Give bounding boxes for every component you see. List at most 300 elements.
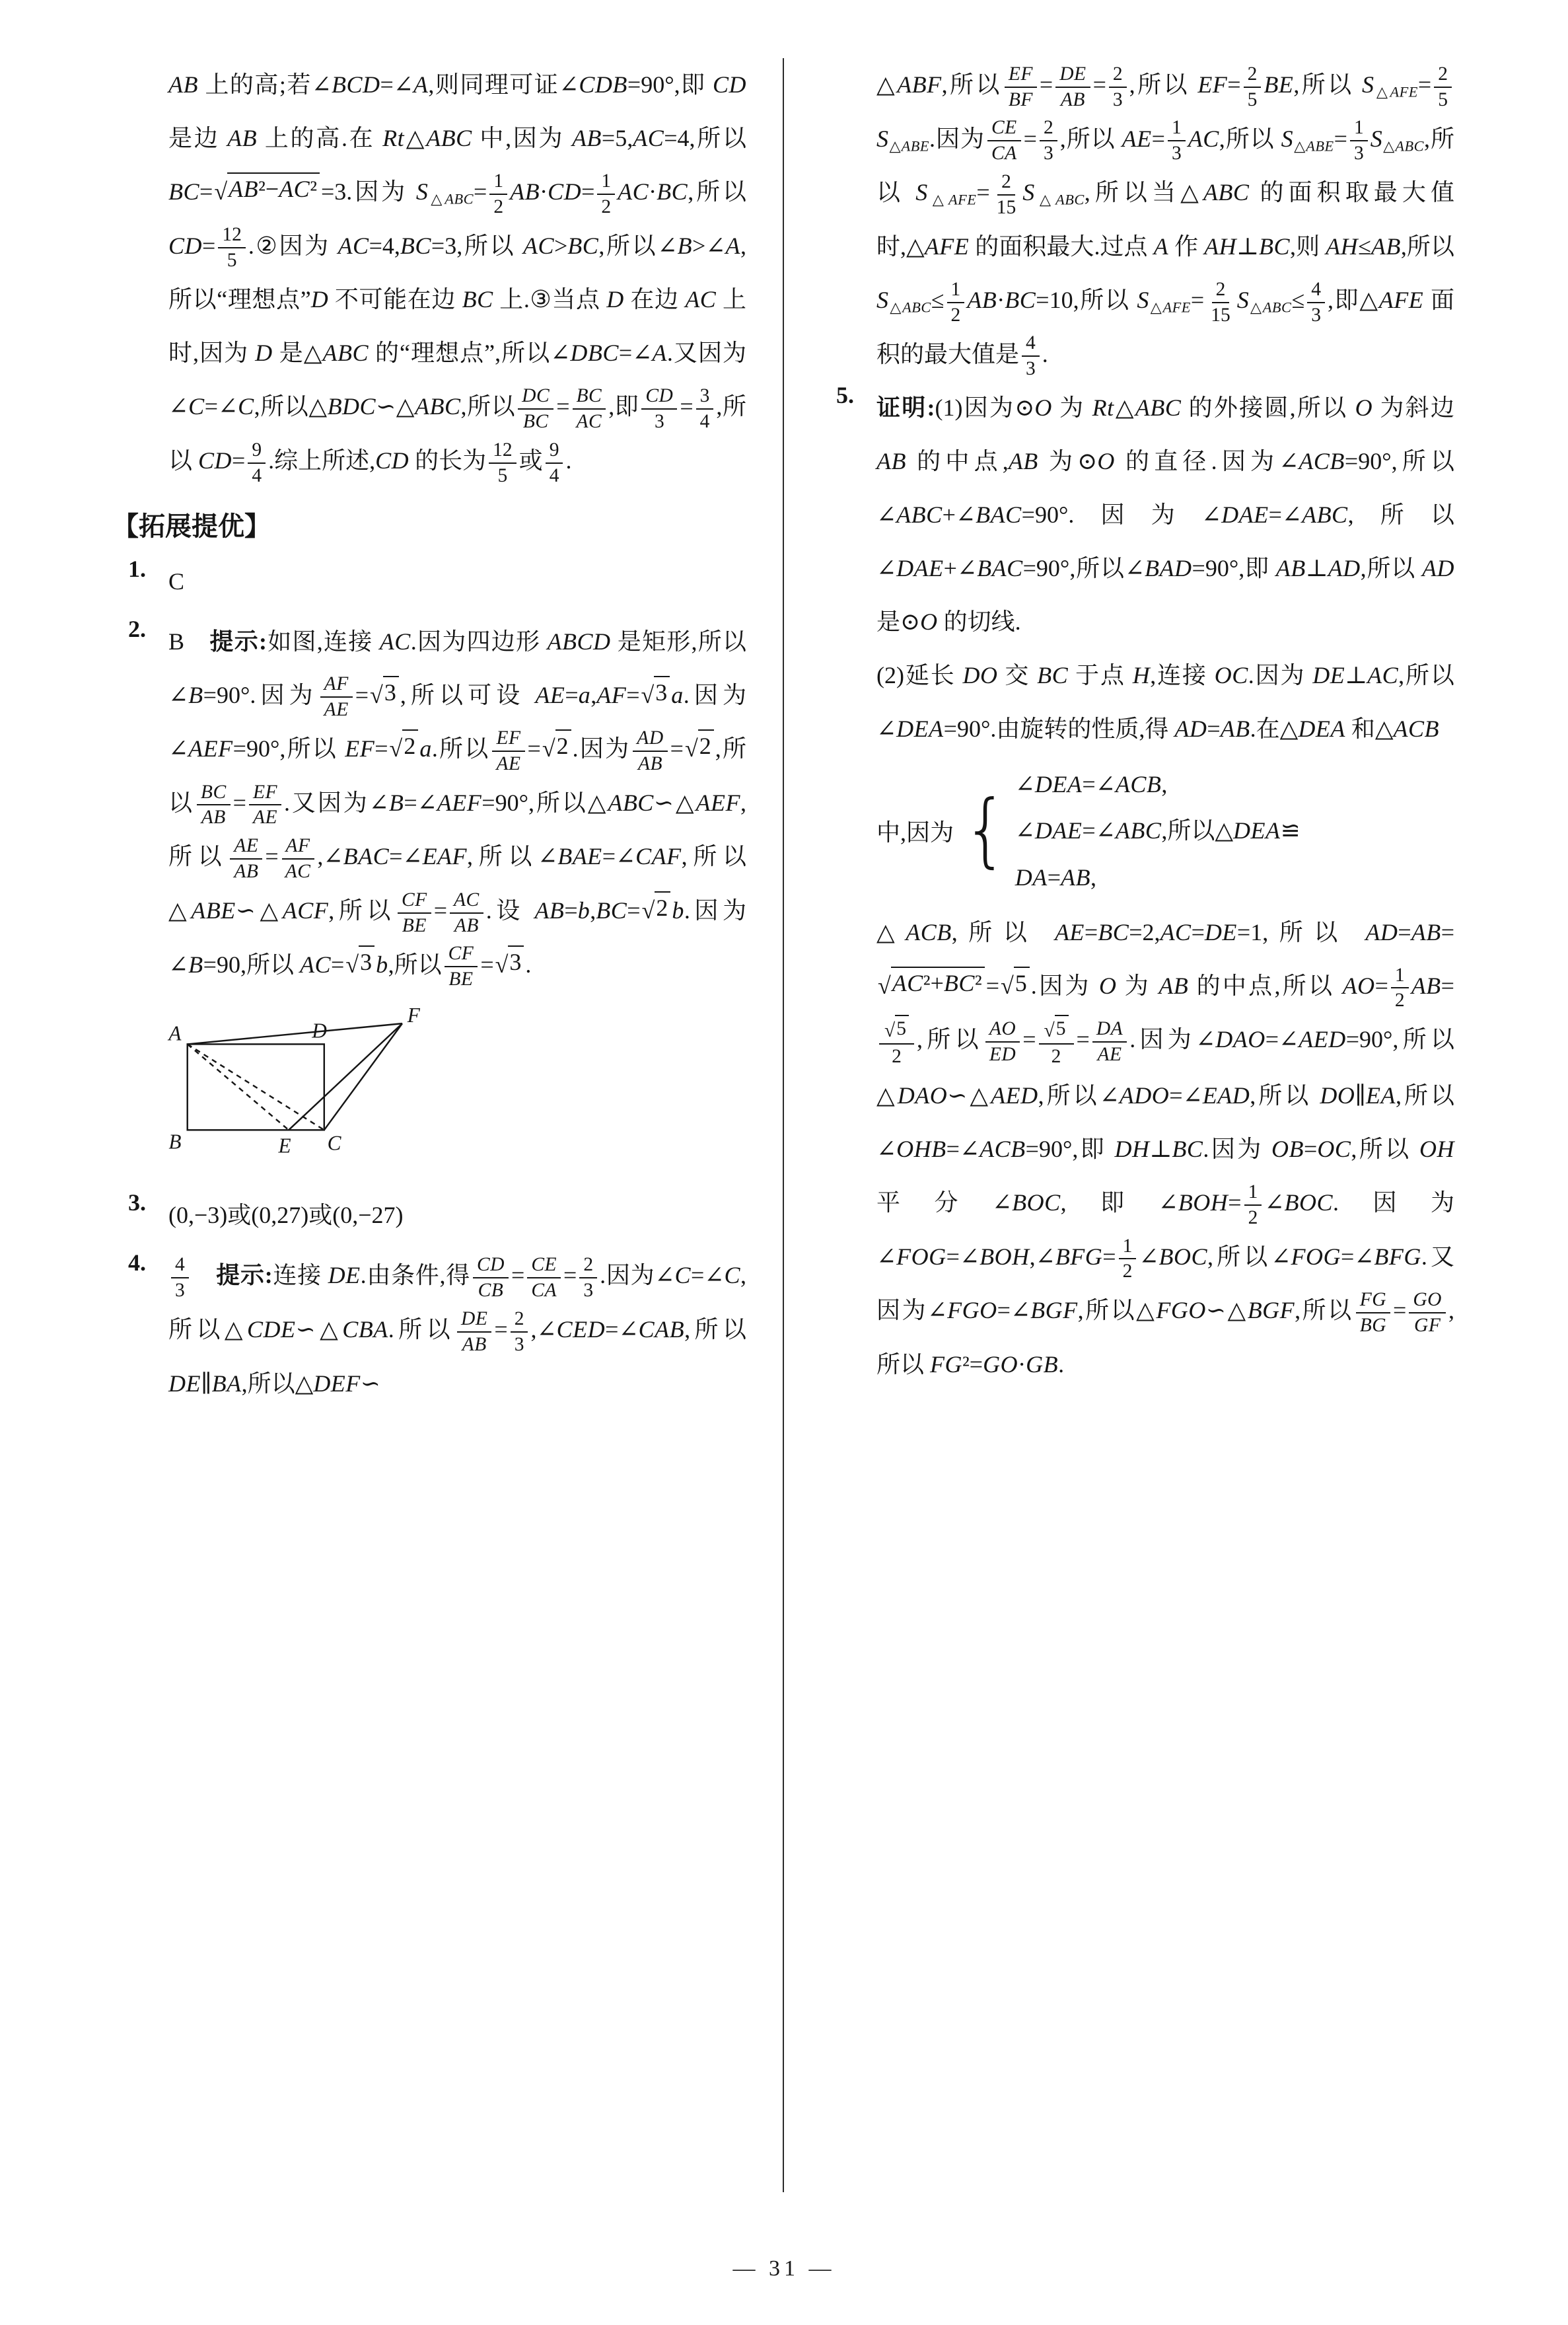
math-variable: BC <box>1037 662 1069 689</box>
math-variable: B <box>188 681 203 708</box>
math-variable: BOC <box>1012 1189 1061 1216</box>
math-variable: BC <box>168 178 200 205</box>
math-variable: S <box>876 286 889 313</box>
math-variable: FOG <box>896 1243 946 1270</box>
fraction: $\frac{2}{15}$ <box>1211 278 1230 326</box>
math-variable: GB <box>1026 1351 1059 1378</box>
math-variable: C <box>238 393 254 420</box>
math-variable: DEA <box>896 716 944 743</box>
math-variable: BC <box>400 232 431 259</box>
math-variable: GO <box>1413 1289 1442 1311</box>
fraction: $\frac{2}{3}$ <box>511 1307 528 1357</box>
math-variable: CDE <box>247 1315 296 1343</box>
math-variable: EF <box>345 735 375 762</box>
math-variable: BC <box>596 897 627 924</box>
fraction: $\frac{4}{3}$ <box>1307 277 1325 328</box>
math-variable: S <box>915 179 928 206</box>
math-variable: AF <box>285 835 310 857</box>
square-root: √ 2 <box>390 729 419 762</box>
math-variable: D <box>255 340 273 367</box>
fraction <box>473 1253 509 1303</box>
square-root: √ 2 <box>542 729 571 762</box>
math-variable: AE <box>1097 1044 1122 1066</box>
item-body <box>168 555 746 609</box>
math-variable: ABC <box>415 393 461 420</box>
math-variable: EF <box>1197 71 1228 98</box>
math-variable: DO <box>962 662 998 689</box>
math-variable: AB <box>967 286 997 313</box>
math-variable: AC <box>892 969 923 996</box>
math-variable: ACB <box>1299 448 1345 475</box>
math-variable: H <box>1132 662 1151 689</box>
math-variable: ABE <box>1306 137 1334 155</box>
math-variable: DAE <box>896 555 944 582</box>
math-variable: AD <box>1422 555 1454 582</box>
math-variable: AFE <box>1162 299 1191 316</box>
text-run: C <box>168 568 185 595</box>
fraction: $\frac{2}{3}$ <box>1040 116 1057 166</box>
math-variable: BOC <box>1284 1189 1334 1216</box>
square-root: √ 5 <box>1001 967 1030 999</box>
bold-label: 提示: <box>216 1262 273 1289</box>
math-variable: a <box>671 681 684 708</box>
math-variable: b <box>577 897 590 924</box>
fraction <box>1409 1288 1446 1338</box>
solution-paragraph <box>168 615 746 992</box>
left-brace: { <box>963 784 1009 877</box>
math-variable: O <box>1355 394 1373 422</box>
math-variable: AC <box>685 286 717 313</box>
math-variable: S <box>1137 286 1149 313</box>
math-variable: AC <box>633 125 664 151</box>
math-variable: ABC <box>1262 299 1292 316</box>
math-variable: S <box>1236 286 1250 313</box>
answer-item-5 <box>820 381 1454 1391</box>
fraction <box>197 780 231 830</box>
math-variable: A <box>725 232 741 259</box>
math-variable: A <box>1153 233 1169 260</box>
math-variable: AB <box>1060 89 1085 110</box>
fraction <box>518 384 553 434</box>
math-variable: AB <box>1411 918 1441 945</box>
figure-label-b: B <box>168 1130 182 1154</box>
math-variable: DA <box>1096 1018 1123 1040</box>
subscript: △ABC <box>1034 191 1085 208</box>
math-variable: AC <box>618 178 649 205</box>
math-variable: C <box>674 1262 691 1289</box>
math-variable: BE <box>448 969 474 990</box>
fraction: $\frac{1}{2}$ <box>489 169 507 219</box>
subscript: △ABC <box>1249 299 1292 316</box>
square-root: √ 2 <box>642 891 671 924</box>
math-variable: AB <box>1275 555 1306 582</box>
math-variable: CF <box>401 889 427 910</box>
math-variable: ABC <box>1135 394 1182 422</box>
column-right <box>820 58 1454 2192</box>
math-variable: ABCD <box>547 628 611 655</box>
equation-lines <box>1015 761 1301 901</box>
math-variable: CAF <box>635 843 682 870</box>
fraction: $\frac{2}{3}$ <box>579 1253 597 1303</box>
math-variable: DAO <box>1215 1026 1265 1053</box>
math-variable: AFE <box>948 191 977 208</box>
math-variable: AE <box>252 807 278 829</box>
math-variable: AB <box>637 753 662 774</box>
math-variable: CE <box>991 117 1017 139</box>
math-variable: EA <box>1365 1082 1396 1109</box>
item-number: 3. <box>128 1189 146 1216</box>
fraction <box>985 1017 1020 1067</box>
math-variable: CBA <box>342 1315 388 1343</box>
math-variable: AF <box>596 681 627 708</box>
fraction <box>1092 1017 1127 1067</box>
subscript: △ABE <box>1293 137 1334 155</box>
math-variable: BC <box>567 232 599 259</box>
fraction: $\frac{1}{2}$ <box>1244 1180 1262 1230</box>
math-variable: AH <box>1204 233 1237 260</box>
math-variable: AFE <box>1378 286 1424 313</box>
math-variable: AB <box>201 807 226 829</box>
square-root: √ 3 <box>370 676 399 708</box>
math-variable: AB <box>227 125 258 151</box>
math-variable: EAF <box>422 843 468 870</box>
math-variable: BOC <box>1158 1243 1208 1270</box>
math-variable: BF <box>1008 89 1033 110</box>
math-variable: CAB <box>638 1315 685 1343</box>
math-variable: OC <box>1214 662 1248 689</box>
math-variable: ACB <box>980 1136 1026 1163</box>
math-variable: AB <box>454 914 479 936</box>
math-variable: a <box>419 735 432 762</box>
fraction <box>457 1307 491 1357</box>
math-variable: AB <box>1411 972 1441 999</box>
math-variable: CD <box>645 385 674 407</box>
math-variable: DE <box>1059 63 1087 85</box>
equation-system-prefix: 中,因为 <box>876 819 954 846</box>
math-variable: BAC <box>343 843 390 870</box>
math-variable: CF <box>448 943 474 965</box>
fraction: $\frac{CD}{3}$ <box>641 384 677 434</box>
item-body <box>876 381 1454 1391</box>
math-variable: AB <box>1371 233 1401 260</box>
math-variable: EAD <box>1202 1082 1250 1109</box>
math-variable: BFG <box>1374 1243 1421 1270</box>
math-variable: ABE <box>191 897 236 924</box>
math-variable: FG <box>930 1351 963 1378</box>
fraction: $\frac{9}{4}$ <box>248 438 266 488</box>
subscript: △ABE <box>888 137 929 155</box>
math-variable: BC <box>462 286 493 313</box>
math-variable: FG <box>1359 1289 1387 1311</box>
math-variable: AED <box>1299 1026 1346 1053</box>
math-variable: ABC <box>445 190 474 207</box>
math-variable: CD <box>476 1254 505 1276</box>
math-variable: ABC <box>1115 817 1162 844</box>
math-variable: AC <box>1367 662 1399 689</box>
column-divider-rule <box>783 58 784 2192</box>
math-variable: D <box>606 286 624 313</box>
subscript: △ABC <box>888 299 931 316</box>
math-variable: S <box>1281 125 1294 152</box>
fraction: $\frac{2}{15}$ <box>996 171 1016 218</box>
fraction: $\frac{9}{4}$ <box>546 438 563 488</box>
math-variable: DAE <box>1221 501 1269 529</box>
math-variable: BAE <box>557 843 602 870</box>
fraction: $\frac{12}{5}$ <box>489 438 517 488</box>
column-left <box>112 58 746 2192</box>
fraction: √ 5 2 <box>1039 1015 1074 1069</box>
math-variable: AC <box>1160 918 1192 945</box>
math-variable: CD <box>713 71 747 98</box>
math-variable: AB <box>229 176 259 202</box>
math-variable: BC <box>200 781 227 803</box>
math-variable: BDC <box>327 393 376 420</box>
continuation-paragraph <box>168 58 746 488</box>
math-variable: AC <box>576 410 602 432</box>
math-variable: ABC <box>1395 137 1424 155</box>
math-variable: DE <box>328 1262 361 1289</box>
math-variable: AD <box>1328 555 1361 582</box>
fraction <box>450 888 483 938</box>
fraction <box>987 116 1021 166</box>
math-variable: ABC <box>896 501 943 529</box>
math-variable: AE <box>1054 918 1085 945</box>
math-variable: DE <box>461 1308 488 1329</box>
math-variable: BAC <box>977 555 1023 582</box>
math-variable: ACB <box>1115 771 1162 798</box>
solution-paragraph <box>168 1189 746 1242</box>
math-variable: AB <box>168 71 198 98</box>
two-column-layout <box>112 58 1456 2192</box>
math-variable: BC <box>1098 918 1129 945</box>
text-run: (1)因为⊙O 为 Rt△ABC 的外接圆,所以 O 为斜边 AB 的中点,AB 为⊙O 的直径.因为∠ACB=90°,所以∠ABC+∠BAC=90°.因为∠DAE=∠ABC,所以∠DAE+∠BAC=90°,所以∠BAD=90°,即 AB⊥AD,所以 AD 是⊙O 的切线. <box>876 394 1454 636</box>
math-variable: S <box>1370 125 1383 152</box>
math-variable: CD <box>375 447 410 474</box>
math-variable: DBC <box>570 340 619 367</box>
math-variable: A <box>413 71 429 98</box>
math-variable: AC <box>285 861 311 883</box>
math-variable: a <box>578 681 591 708</box>
math-variable: AO <box>1342 972 1375 999</box>
math-variable: DO <box>1320 1082 1355 1109</box>
math-variable: BE <box>1264 71 1294 98</box>
math-variable: AB <box>1158 972 1189 999</box>
math-variable: AD <box>637 727 664 749</box>
math-variable: OC <box>1317 1136 1351 1163</box>
math-variable: AC <box>299 951 331 978</box>
square-root: √ AC²+BC² <box>878 967 985 999</box>
math-variable: CE <box>531 1254 557 1276</box>
math-variable: CED <box>556 1315 606 1343</box>
math-variable: AED <box>991 1082 1038 1109</box>
math-variable: B <box>677 232 693 259</box>
math-variable: GF <box>1414 1315 1441 1337</box>
square-root: √ 5 <box>1044 1015 1069 1041</box>
math-variable: S <box>1022 179 1035 206</box>
fraction <box>527 1253 561 1303</box>
square-root: √ 3 <box>345 945 374 978</box>
math-variable: ABC <box>1302 501 1348 529</box>
figure-label-f: F <box>407 1004 420 1027</box>
math-variable: AC <box>279 176 310 202</box>
fraction <box>1356 1288 1390 1338</box>
fraction: $\frac{2}{5}$ <box>1434 62 1452 112</box>
math-variable: BC <box>576 385 602 407</box>
fraction <box>492 726 524 776</box>
math-variable: FGO <box>1156 1297 1206 1324</box>
fraction: √ 5 2 <box>879 1015 914 1069</box>
figure-label-d: D <box>312 1019 327 1043</box>
math-variable: AC <box>338 232 369 259</box>
figure-label-e: E <box>278 1134 291 1158</box>
fraction: $\frac{1}{2}$ <box>947 277 965 328</box>
math-variable: ABC <box>902 299 931 316</box>
math-variable: BC <box>522 410 549 432</box>
math-variable: CA <box>531 1279 557 1301</box>
fraction <box>1055 62 1090 112</box>
math-variable: AC <box>1188 125 1219 152</box>
continuation-paragraph <box>876 58 1454 381</box>
math-variable: ABC <box>1203 179 1250 206</box>
math-variable: DC <box>522 385 550 407</box>
math-variable: AB <box>510 178 540 205</box>
math-variable: BC <box>1005 286 1036 313</box>
fraction: $\frac{3}{4}$ <box>696 384 714 434</box>
math-variable: ABC <box>426 125 472 151</box>
answer-item-1 <box>112 555 746 609</box>
math-variable: DEF <box>313 1370 361 1397</box>
math-variable: CB <box>478 1279 504 1301</box>
math-variable: DH <box>1114 1136 1150 1163</box>
math-variable: DAE <box>1034 817 1083 844</box>
answer-item-4 <box>112 1249 746 1410</box>
math-variable: ADO <box>1119 1082 1170 1109</box>
math-variable: AD <box>1174 716 1207 743</box>
math-variable: S <box>1362 71 1374 98</box>
math-variable: ACF <box>282 897 329 924</box>
math-variable: BGF <box>1030 1297 1078 1324</box>
fraction: $\frac{1}{2}$ <box>597 169 615 219</box>
math-variable: BC <box>1259 233 1291 260</box>
math-variable: ABC <box>322 340 369 367</box>
math-variable: OH <box>1419 1136 1454 1163</box>
math-variable: ACB <box>906 918 952 945</box>
fraction <box>573 384 606 434</box>
math-variable: B <box>388 789 404 816</box>
math-variable: AD <box>1365 918 1398 945</box>
square-root: √ 5 <box>884 1015 909 1041</box>
math-variable: EF <box>252 781 278 803</box>
math-variable: CA <box>991 143 1017 165</box>
math-variable: b <box>672 897 684 924</box>
math-variable: AE <box>324 699 349 721</box>
math-variable: BOH <box>980 1243 1030 1270</box>
figure-label-c: C <box>327 1131 341 1155</box>
subscript: △ABC <box>428 190 474 207</box>
subscript: △AFE <box>1374 83 1418 100</box>
math-variable: ABC <box>1055 191 1085 208</box>
math-variable: B <box>188 951 203 978</box>
text-run: 连接 DE.由条件,得 $\frac{CD}{CB}$ = $\frac{CE}{CA}$ = $\frac{2}{3}$ .因为∠C=∠C,所以△CDE∽△CBA.所以 $\frac{DE}{AB}$ = $\frac{2}{3}$ ,∠CED=∠CAB,所以 DE∥BA,所以△DEF∽ <box>168 1254 746 1397</box>
math-variable: BC <box>943 969 975 996</box>
math-variable: A <box>652 340 667 367</box>
fraction <box>1005 62 1037 112</box>
solution-paragraph <box>876 906 1454 1391</box>
fraction <box>230 834 262 884</box>
math-variable: S <box>415 178 429 205</box>
math-variable: C <box>188 393 205 420</box>
math-variable: AO <box>989 1018 1016 1040</box>
text-run: 如图,连接 AC.因为四边形 ABCD 是矩形,所以∠B=90°.因为 $\frac{AF}{AE}$ = √ 3 ,所以可设 AE=a,AF= √ 3 a.因为∠AEF=90°,所以 EF= √ 2 a.所以 $\frac{EF}{AE}$ = √ 2 .因为 $\frac{AD}{AB}$ = √ 2 ,所以 $\frac{BC}{AB}$ = $\frac{EF}{AE}$ .又因为∠B=∠AEF=90°,所以△ABC∽△AEF,所以 $\frac{AE}{AB}$ = $\frac{AF}{AC}$ ,∠BAC=∠EAF,所以∠BAE=∠CAF,所以△ABE∽△ACF,所以 $\frac{CF}{BE}$ = $\frac{AC}{AB}$ .设 AB=b,BC= √ 2 b.因为∠B=90,所以 AC= √ 3 b,所以 $\frac{CF}{BE}$ = √ 3 . <box>168 628 746 978</box>
math-variable: AB <box>462 1333 487 1355</box>
equation-line: DA=AB, <box>1015 864 1097 891</box>
math-variable: O <box>1097 448 1115 475</box>
item-body <box>168 615 746 992</box>
solution-paragraph <box>168 555 746 609</box>
math-variable: AF <box>324 673 349 695</box>
math-variable: C <box>724 1262 740 1289</box>
math-variable: AH <box>1326 233 1359 260</box>
math-variable: BC <box>1172 1136 1203 1163</box>
math-variable: AE <box>1122 125 1152 152</box>
math-variable: AEF <box>188 735 233 762</box>
item-number: 4. <box>128 1249 146 1276</box>
fraction <box>281 834 315 884</box>
fraction: $\frac{1}{2}$ <box>1391 963 1409 1014</box>
figure-label-a: A <box>168 1021 182 1045</box>
math-variable: O <box>920 609 938 636</box>
math-variable: b <box>376 951 388 978</box>
item-number: 5. <box>836 382 854 409</box>
square-root: √ 2 <box>685 729 714 762</box>
math-variable: BCD <box>331 71 380 98</box>
math-variable: ABF <box>897 71 942 98</box>
math-variable: CD <box>548 178 582 205</box>
bold-label: 证明: <box>876 394 935 422</box>
math-variable: AEF <box>695 789 740 816</box>
math-variable: DEA <box>1233 817 1281 844</box>
math-variable: BA <box>211 1370 242 1397</box>
math-variable: DE <box>168 1370 201 1397</box>
figure-svg <box>152 1002 429 1164</box>
math-variable: DE <box>1204 918 1237 945</box>
math-variable: AC <box>522 232 554 259</box>
math-variable: AEF <box>437 789 482 816</box>
square-root: √ 3 <box>495 945 524 978</box>
fraction: $\frac{4}{3}$ <box>1022 331 1040 381</box>
math-variable: BAC <box>976 501 1022 529</box>
text-run: AB 上的高;若∠BCD=∠A,则同理可证∠CDB=90°,即 CD 是边 AB 上的高.在 Rt△ABC 中,因为 AB=5,AC=4,所以 BC= √ AB²−AC² =3.因为 $S_{\triangle ABC}=$ $\frac{1}{2}$ AB·CD= $\frac{1}{2}$ AC·BC,所以 CD= $\frac{12}{5}$ .②因为 AC=4,BC=3,所以 AC>BC,所以∠B>∠A,所以“理想点”D 不可能在边 BC 上.③当点 D 在边 AC 上时,因为 D 是△ABC 的“理想点”,所以∠DBC=∠A.又因为∠C=∠C,所以△BDC∽△ABC,所以 $\frac{DC}{BC}$ = $\frac{BC}{AC}$ ,即 $\frac{CD}{3}$ = $\frac{3}{4}$ ,所以 CD= $\frac{9}{4}$ .综上所述,CD 的长为 $\frac{12}{5}$ 或 $\frac{9}{4}$ . <box>168 71 746 474</box>
math-variable: AB <box>1008 448 1038 475</box>
math-variable: DA <box>1015 864 1048 891</box>
equation-line: ∠DAE=∠ABC,所以△DEA≌ <box>1015 817 1301 844</box>
math-variable: BOH <box>1178 1189 1229 1216</box>
geometry-figure <box>152 1002 746 1170</box>
subscript: △AFE <box>1149 299 1191 316</box>
subscript: △AFE <box>927 191 977 208</box>
item-number: 1. <box>128 555 146 582</box>
math-variable: EF <box>496 727 521 749</box>
math-variable: AE <box>234 835 259 857</box>
math-variable: AE <box>535 681 565 708</box>
math-variable: DEA <box>1298 716 1345 743</box>
math-variable: Rt <box>382 125 405 151</box>
math-variable: CDB <box>579 71 627 98</box>
text-run: (0,−3)或(0,27)或(0,−27) <box>168 1202 404 1229</box>
math-variable: AB <box>534 897 565 924</box>
text-run: (2)延长 DO 交 BC 于点 H,连接 OC.因为 DE⊥AC,所以∠DEA=90°.由旋转的性质,得 AD=AB.在△DEA 和△ACB <box>876 662 1454 743</box>
fraction <box>445 941 478 992</box>
